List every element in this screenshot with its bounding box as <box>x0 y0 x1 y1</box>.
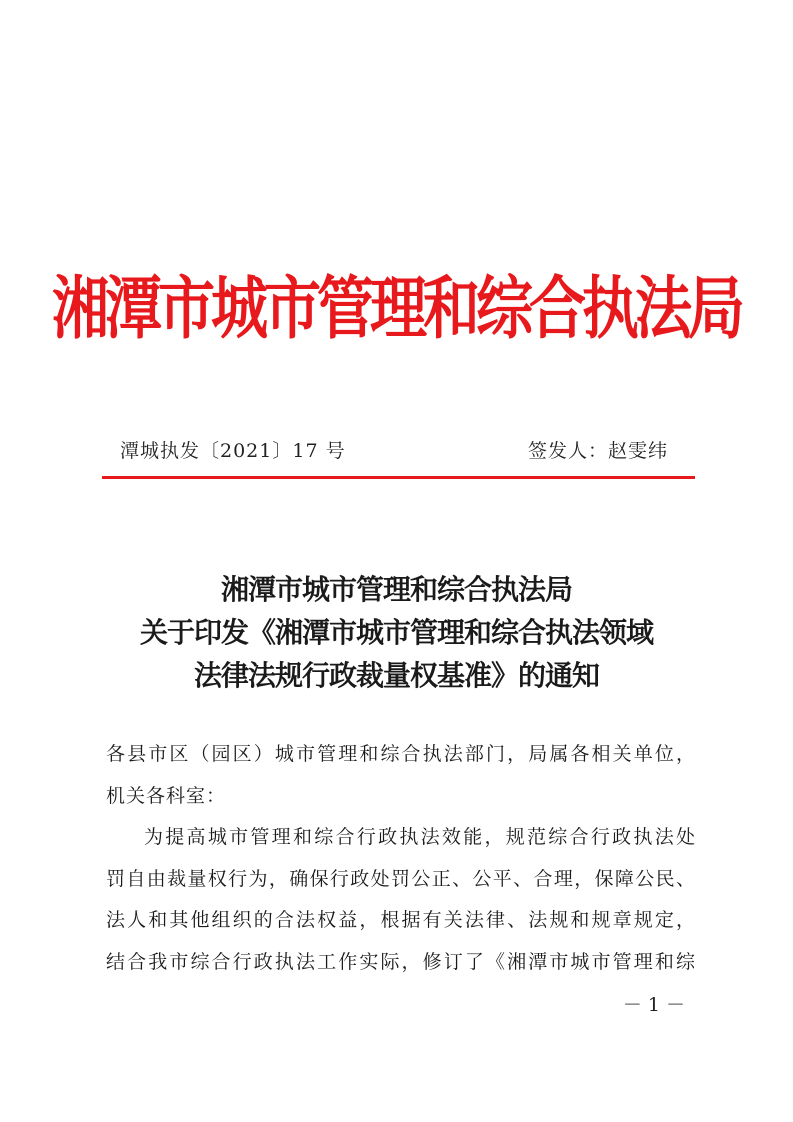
paragraph-line-4: 结合我市综合行政执法工作实际，修订了《湘潭市城市管理和综 <box>106 950 696 973</box>
paragraph-line-2: 罚自由裁量权行为，确保行政处罚公正、公平、合理，保障公民、 <box>106 867 696 890</box>
organization-header: 湘潭市城市管理和综合执法局 <box>52 269 741 349</box>
title-line-1: 湘潭市城市管理和综合执法局 <box>220 573 572 606</box>
addressee-line-1: 各县市区（园区）城市管理和综合执法部门，局属各相关单位， <box>106 743 696 765</box>
document-number: 潭城执发〔2021〕17 号 <box>120 440 346 462</box>
signer-label: 签发人：赵雯纬 <box>527 440 668 462</box>
page-number: － 1 － <box>622 994 685 1016</box>
paragraph-line-3: 法人和其他组织的合法权益，根据有关法律、法规和规章规定， <box>106 909 696 931</box>
addressee-line-2: 机关各科室： <box>106 784 227 807</box>
title-line-3: 法律法规行政裁量权基准》的通知 <box>193 659 599 692</box>
paragraph-line-1: 为提高城市管理和综合行政执法效能，规范综合行政执法处 <box>144 826 696 848</box>
document-title <box>0 568 793 697</box>
title-line-2: 关于印发《湘潭市城市管理和综合执法领域 <box>139 616 653 649</box>
document-body <box>106 734 696 983</box>
red-separator-line <box>102 476 695 479</box>
